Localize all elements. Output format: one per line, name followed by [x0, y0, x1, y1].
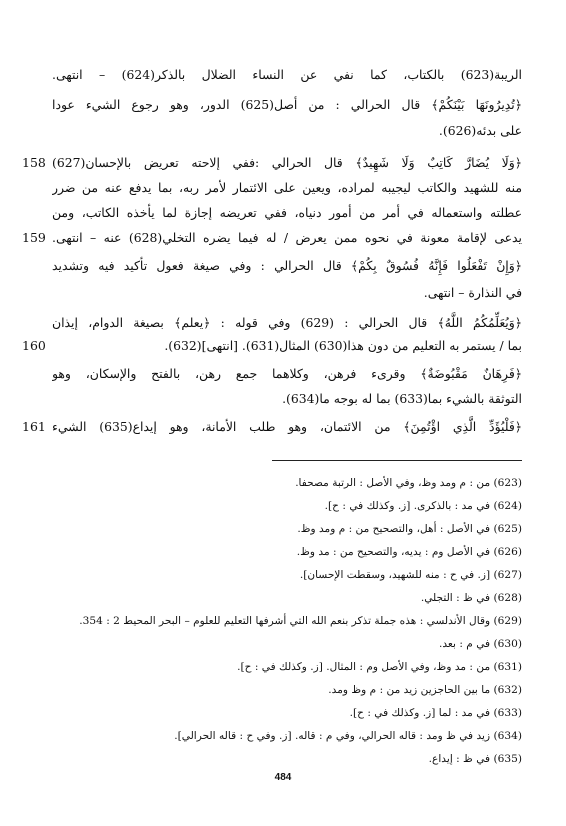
footnote-630: (630) في م : بعد. — [439, 638, 522, 650]
line-number-160: 160 — [22, 338, 46, 353]
footnote-627: (627) [ز. في ح : منه للشهيد، وسقطت الإحسان]. — [299, 569, 522, 581]
footnote-632: (632) ما بين الحاجزين زيد من : م وظ ومد. — [328, 684, 522, 696]
text-line-6: عطلته واستعماله في أمر من أمور دنياه، ففي تعريضه إجازة لما يأخذه الكاتب، ومن — [52, 205, 522, 220]
text-line-4: ﴿وَلَا يُضَارَّ كَاتِبٌ وَلَا شَهِيدٌ﴾ قال الحرالي :ففي إلاحته تعريض بالإحسان(627) — [52, 155, 522, 170]
text-line-14: ﴿فَلْيُؤَدِّ الَّذِي اؤْتُمِنَ﴾ من الائتمان، وهو طلب الأمانة، وهو إيداع(635) الشيء — [52, 419, 522, 434]
footnote-623: (623) من : م ومد وظ، وفي الأصل : الرتبة مصحفا. — [295, 477, 522, 489]
text-line-2: ﴿تُدِيرُونَهَا بَيْنَكُمْ﴾ قال الحرالي : من أصل(625) الدور، وهو رجوع الشيء عودا — [52, 97, 522, 112]
text-line-5: منه للشهيد والكاتب ليجيبه لمراده، ويعين على الائتمار لأمر ربه، بما يدفع عنه من ضرر — [52, 180, 522, 195]
text-line-3: على بدئه(626). — [438, 123, 522, 138]
page-number: 484 — [274, 772, 292, 783]
line-number-158: 158 — [22, 155, 46, 170]
footnote-634: (634) زيد في ظ ومد : قاله الحرالي، وفي م : قاله. [ز. وفي ح : قاله الحرالي]. — [174, 730, 522, 742]
footnote-628: (628) في ظ : التجلي. — [420, 592, 522, 604]
footnote-626: (626) في الأصل وم : يديه، والتصحيح من : مد وظ. — [296, 546, 522, 558]
text-line-7: يدعى لإقامة معونة في نحوه ممن يعرض / له فيما يضره التخلي(628) عنه – انتهى. — [52, 230, 522, 245]
footnote-separator — [272, 460, 522, 461]
footnote-625: (625) في الأصل : أهل، والتصحيح من : م ومد وظ. — [297, 523, 522, 535]
text-line-12: ﴿فَرِهَانٌ مَقْبُوضَةٌ﴾ وقرىء فرهن، وكلاهما جمع رهن، بالفتح والإسكان، وهو — [52, 366, 522, 381]
text-line-10: ﴿وَيُعَلِّمُكُمُ اللَّهُ﴾ قال الحرالي : (629) وفي قوله : ﴿يعلم﴾ بصيغة الدوام، إيذان — [52, 315, 522, 330]
text-line-11: بما / يستمر به التعليم من دون هذا(630) المثال(631). [انتهى](632). — [164, 338, 522, 353]
line-number-161: 161 — [22, 419, 46, 434]
text-line-9: في النذارة – انتهى. — [423, 285, 522, 300]
footnote-624: (624) في مد : بالذكرى. [ز. وكذلك في : ح]. — [324, 500, 522, 512]
footnote-635: (635) في ظ : إيداع. — [428, 753, 522, 765]
footnote-629: (629) وقال الأندلسي : هذه جملة تذكر بنعم الله التي أشرفها التعليم للعلوم – البحر المحيط 2 : 354. — [79, 615, 522, 627]
footnote-633: (633) في مد : لما [ز. وكذلك في : ح]. — [349, 707, 522, 719]
footnote-631: (631) من : مد وظ، وفي الأصل وم : المثال. [ز. وكذلك في : ح]. — [237, 661, 522, 673]
text-line-1: الريبة(623) بالكتاب، كما نفي عن النساء الضلال بالذكر(624) – انتهى. — [52, 67, 522, 82]
text-line-8: ﴿وَإِنْ تَفْعَلُوا فَإِنَّهُ فُسُوقٌ بِكُمْ﴾ قال الحرالي : وفي صيغة فعول تأكيد فيه وتشديد — [52, 258, 522, 273]
text-line-13: التوثقة بالشيء بما(633) بما له بوجه ما(634). — [282, 391, 522, 406]
line-number-159: 159 — [22, 230, 46, 245]
